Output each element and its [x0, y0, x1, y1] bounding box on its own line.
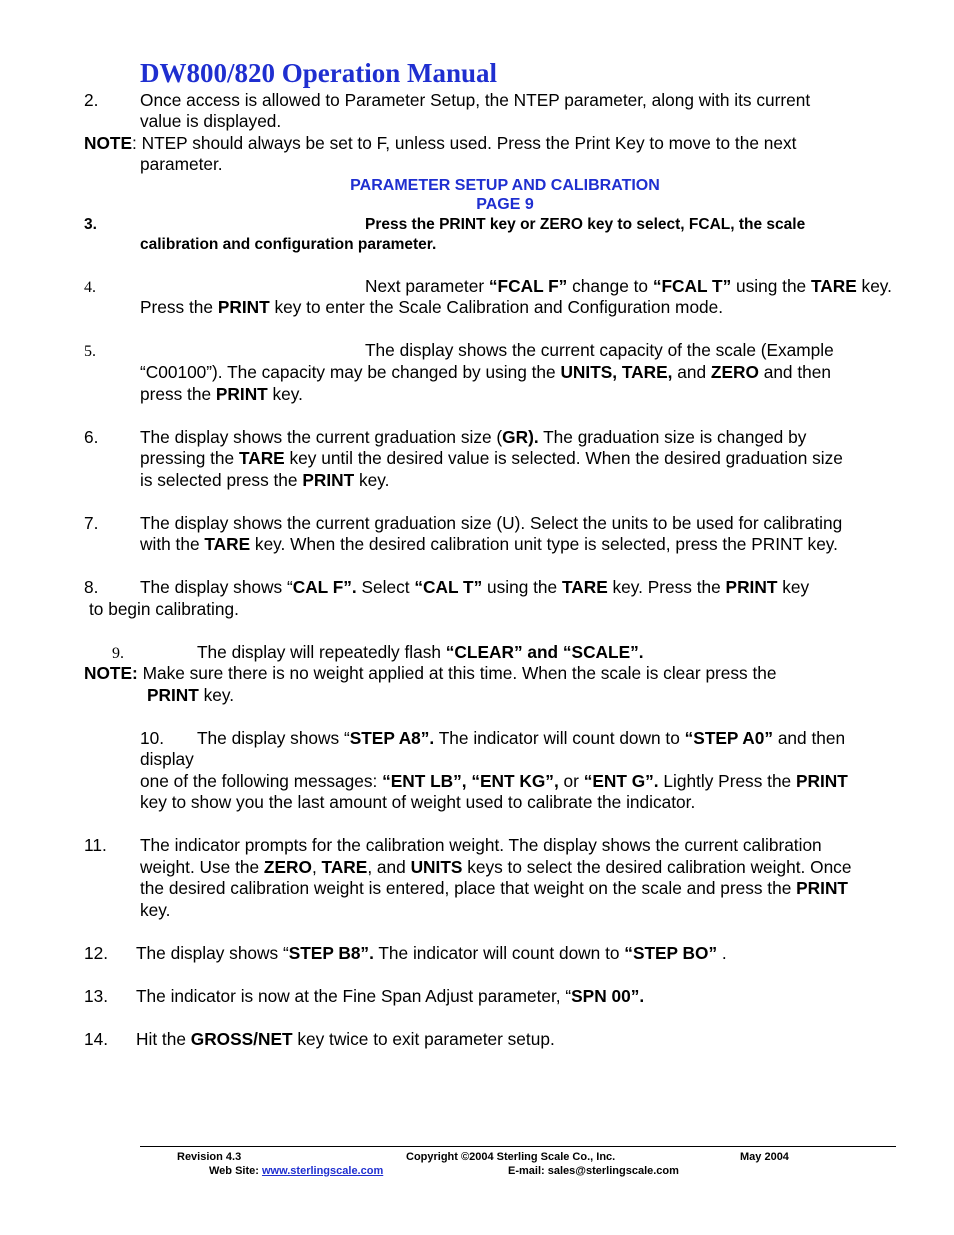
footer-revision: Revision 4.3	[177, 1151, 242, 1163]
step-12-number: 12.	[84, 943, 109, 963]
footer-website: Web Site: www.sterlingscale.com	[209, 1165, 384, 1177]
step-6-number: 6.	[84, 427, 99, 447]
step-10-line-1: The display shows “STEP A8”. The indicator will count down to “STEP A0” and then	[197, 728, 846, 748]
step-8-line-1: The display shows “CAL F”. Select “CAL T” using the TARE key. Press the PRINT key	[140, 577, 810, 597]
step-13-number: 13.	[84, 986, 109, 1006]
step-5-line-3: press the PRINT key.	[140, 384, 303, 404]
step-2-number: 2.	[84, 90, 99, 110]
step-8-number: 8.	[84, 577, 99, 597]
step-5-line-2: “C00100”). The capacity may be changed by using the UNITS, TARE, and ZERO and then	[140, 362, 831, 382]
note-1-label: NOTE	[84, 133, 133, 153]
step-11-line-3: the desired calibration weight is entered, place that weight on the scale and press the PRINT	[140, 878, 848, 898]
step-10-number: 10.	[140, 728, 165, 748]
step-3-line-2: calibration and configuration parameter.	[140, 236, 437, 253]
step-3-number: 3.	[84, 216, 97, 233]
step-6-line-2: pressing the TARE key until the desired value is selected. When the desired graduation size	[140, 448, 843, 468]
section-heading: PARAMETER SETUP AND CALIBRATION	[350, 177, 660, 194]
step-11-line-2: weight. Use the ZERO, TARE, and UNITS keys to select the desired calibration weight. Once	[140, 857, 852, 877]
step-10-line-2: display	[140, 749, 194, 769]
footer-email: E-mail: sales@sterlingscale.com	[508, 1165, 679, 1177]
website-link[interactable]: www.sterlingscale.com	[261, 1165, 384, 1177]
page-title: DW800/820 Operation Manual	[140, 58, 498, 88]
step-3-line-1: Press the PRINT key or ZERO key to select, FCAL, the scale	[365, 216, 806, 233]
step-5-line-1: The display shows the current capacity of the scale (Example	[365, 340, 834, 360]
step-7-line-2: with the TARE key. When the desired calibration unit type is selected, press the PRINT key.	[140, 534, 838, 554]
step-11-line-4: key.	[140, 900, 171, 920]
step-11-line-1: The indicator prompts for the calibration weight. The display shows the current calibration	[140, 835, 822, 855]
note-1: NOTE: NTEP should always be set to F, unless used. Press the Print Key to move to the next	[84, 133, 797, 153]
note-2-line-2: PRINT key.	[147, 685, 235, 705]
step-10-line-4: key to show you the last amount of weight used to calibrate the indicator.	[140, 792, 696, 812]
step-6-line-1: The display shows the current graduation size (GR). The graduation size is changed by	[140, 427, 807, 447]
footer-copyright: Copyright ©2004 Sterling Scale Co., Inc.	[406, 1151, 616, 1163]
step-11-number: 11.	[84, 835, 107, 855]
section-page: PAGE 9	[476, 196, 534, 213]
note-1-line-2: parameter.	[140, 154, 223, 174]
step-14-number: 14.	[84, 1029, 109, 1049]
footer-divider	[140, 1146, 896, 1147]
step-6-line-3: is selected press the PRINT key.	[140, 470, 390, 490]
step-7-line-1: The display shows the current graduation size (U). Select the units to be used for calibrating	[140, 513, 843, 533]
note-2-label: NOTE:	[84, 663, 138, 683]
step-5-number: 5.	[84, 343, 96, 360]
step-13-line-1: The indicator is now at the Fine Span Adjust parameter, “SPN 00”.	[136, 986, 645, 1006]
step-7-number: 7.	[84, 513, 99, 533]
step-12-line-1: The display shows “STEP B8”. The indicator will count down to “STEP BO” .	[136, 943, 727, 963]
step-2-line-2: value is displayed.	[140, 111, 282, 131]
step-8-line-2: to begin calibrating.	[89, 599, 239, 619]
note-2: NOTE: Make sure there is no weight applied at this time. When the scale is clear press the	[84, 663, 777, 683]
step-14-line-1: Hit the GROSS/NET key twice to exit parameter setup.	[136, 1029, 555, 1049]
step-4-line-1: Next parameter “FCAL F” change to “FCAL T” using the TARE key.	[365, 276, 892, 296]
step-10-line-3: one of the following messages: “ENT LB”, “ENT KG”, or “ENT G”. Lightly Press the PRINT	[140, 771, 848, 791]
step-9-line-1: The display will repeatedly flash “CLEAR” and “SCALE”.	[197, 642, 644, 662]
footer-date: May 2004	[740, 1151, 789, 1163]
step-4-line-2: Press the PRINT key to enter the Scale Calibration and Configuration mode.	[140, 297, 724, 317]
step-2-line-1: Once access is allowed to Parameter Setup, the NTEP parameter, along with its current	[140, 90, 811, 110]
step-9-number: 9.	[112, 645, 124, 662]
step-4-number: 4.	[84, 279, 96, 296]
